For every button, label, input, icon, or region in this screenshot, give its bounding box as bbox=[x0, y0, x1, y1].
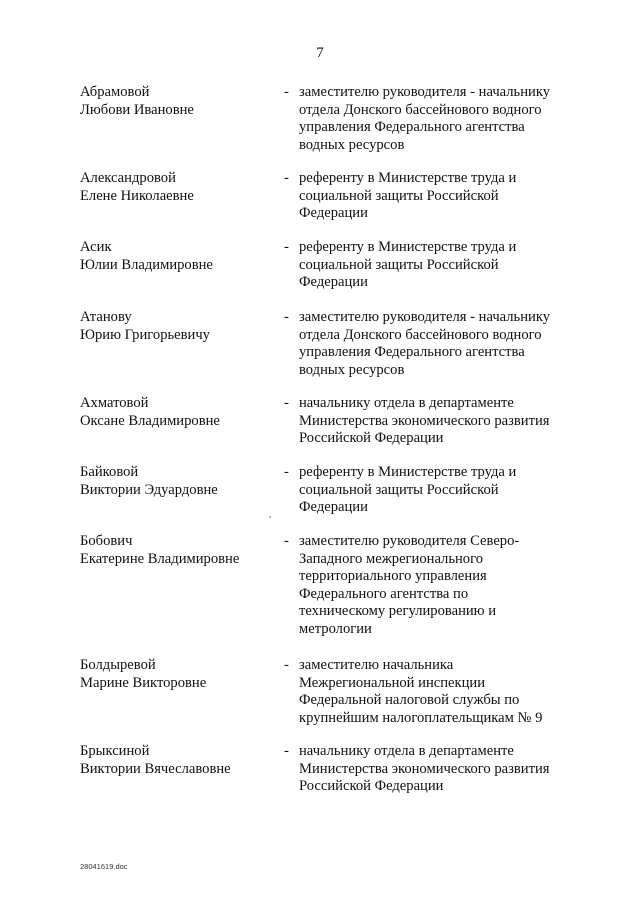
position-line: метрологии bbox=[299, 620, 372, 637]
position-line: Российской Федерации bbox=[299, 778, 444, 794]
position-line: техническому регулированию и bbox=[299, 603, 497, 619]
position-line: социальной защиты Российской bbox=[299, 481, 499, 498]
entry-position bbox=[299, 309, 599, 379]
entry-position bbox=[299, 395, 599, 448]
page-number: 7 bbox=[316, 45, 324, 61]
entry-given-names: Марине Викторовне bbox=[80, 674, 207, 691]
entry-surname: Байковой bbox=[80, 464, 139, 480]
entry-dash: - bbox=[284, 464, 289, 480]
entry-abramova bbox=[0, 84, 640, 170]
entry-name bbox=[80, 743, 270, 778]
position-line: референту в Министерстве труда и bbox=[299, 170, 517, 186]
entry-given-names: Елене Николаевне bbox=[80, 187, 194, 204]
position-line: водных ресурсов bbox=[299, 136, 405, 153]
position-line: Федерации bbox=[299, 499, 368, 515]
position-line: Министерства экономического развития bbox=[299, 760, 550, 777]
entry-baikova bbox=[0, 464, 640, 533]
position-line: Федерального агентства по bbox=[299, 585, 469, 602]
entry-position bbox=[299, 84, 599, 154]
position-line: социальной защиты Российской bbox=[299, 187, 499, 204]
entry-name bbox=[80, 84, 270, 119]
entry-position bbox=[299, 170, 599, 223]
entry-given-names: Юлии Владимировне bbox=[80, 256, 213, 273]
position-line: заместителю руководителя Северо- bbox=[299, 533, 520, 549]
position-line: отдела Донского бассейнового водного bbox=[299, 101, 542, 118]
entry-name bbox=[80, 395, 270, 430]
entry-name bbox=[80, 170, 270, 205]
position-line: крупнейшим налогоплательщикам № 9 bbox=[299, 709, 543, 726]
entry-position bbox=[299, 743, 599, 796]
entry-surname: Бобович bbox=[80, 533, 133, 549]
position-line: Западного межрегионального bbox=[299, 550, 484, 567]
position-line: Межрегиональной инспекции bbox=[299, 674, 486, 691]
entry-surname: Асик bbox=[80, 239, 112, 255]
position-line: Федеральной налоговой службы по bbox=[299, 692, 520, 708]
document-filename: 28041619.doc bbox=[80, 862, 128, 871]
entry-position bbox=[299, 464, 599, 517]
entry-given-names: Екатерине Владимировне bbox=[80, 550, 240, 567]
scan-speck bbox=[269, 516, 271, 518]
position-line: заместителю руководителя - начальнику bbox=[299, 309, 551, 325]
position-line: территориального управления bbox=[299, 568, 487, 584]
entry-dash: - bbox=[284, 743, 289, 759]
entry-surname: Абрамовой bbox=[80, 84, 150, 100]
position-line: водных ресурсов bbox=[299, 361, 405, 378]
entry-dash: - bbox=[284, 84, 289, 100]
position-line: референту в Министерстве труда и bbox=[299, 239, 517, 255]
position-line: управления Федерального агентства bbox=[299, 119, 525, 135]
entry-position bbox=[299, 657, 599, 727]
position-line: социальной защиты Российской bbox=[299, 256, 499, 273]
position-line: управления Федерального агентства bbox=[299, 344, 525, 360]
entry-dash: - bbox=[284, 170, 289, 186]
entry-asik bbox=[0, 239, 640, 309]
position-line: Министерства экономического развития bbox=[299, 412, 550, 429]
position-line: начальнику отдела в департаменте bbox=[299, 395, 514, 411]
entry-surname: Болдыревой bbox=[80, 657, 156, 673]
entry-surname: Брыксиной bbox=[80, 743, 150, 759]
entry-aleksandrova bbox=[0, 170, 640, 239]
position-line: заместителю начальника bbox=[299, 657, 454, 673]
entry-surname: Атанову bbox=[80, 309, 132, 325]
entry-given-names: Юрию Григорьевичу bbox=[80, 326, 210, 343]
entry-dash: - bbox=[284, 395, 289, 411]
entry-akhmatova bbox=[0, 395, 640, 464]
position-line: референту в Министерстве труда и bbox=[299, 464, 517, 480]
entry-name bbox=[80, 533, 270, 568]
position-line: Федерации bbox=[299, 274, 368, 290]
entry-dash: - bbox=[284, 657, 289, 673]
entry-dash: - bbox=[284, 309, 289, 325]
entry-name bbox=[80, 239, 270, 274]
position-line: Российской Федерации bbox=[299, 430, 444, 446]
entry-given-names: Оксане Владимировне bbox=[80, 412, 220, 429]
entry-given-names: Виктории Вячеславовне bbox=[80, 760, 231, 777]
entry-surname: Ахматовой bbox=[80, 395, 149, 411]
entry-bryksina bbox=[0, 743, 640, 803]
entry-dash: - bbox=[284, 239, 289, 255]
entry-boldyreva bbox=[0, 657, 640, 743]
position-line: отдела Донского бассейнового водного bbox=[299, 326, 542, 343]
entry-position bbox=[299, 533, 599, 638]
entries-list bbox=[0, 84, 640, 803]
entry-given-names: Виктории Эдуардовне bbox=[80, 481, 218, 498]
entry-position bbox=[299, 239, 599, 292]
entry-dash: - bbox=[284, 533, 289, 549]
position-line: начальнику отдела в департаменте bbox=[299, 743, 514, 759]
entry-surname: Александровой bbox=[80, 170, 176, 186]
entry-name bbox=[80, 657, 270, 692]
entry-given-names: Любови Ивановне bbox=[80, 101, 194, 118]
position-line: заместителю руководителя - начальнику bbox=[299, 84, 551, 100]
entry-bobovich bbox=[0, 533, 640, 657]
position-line: Федерации bbox=[299, 205, 368, 221]
entry-name bbox=[80, 309, 270, 344]
entry-atanov bbox=[0, 309, 640, 395]
entry-name bbox=[80, 464, 270, 499]
